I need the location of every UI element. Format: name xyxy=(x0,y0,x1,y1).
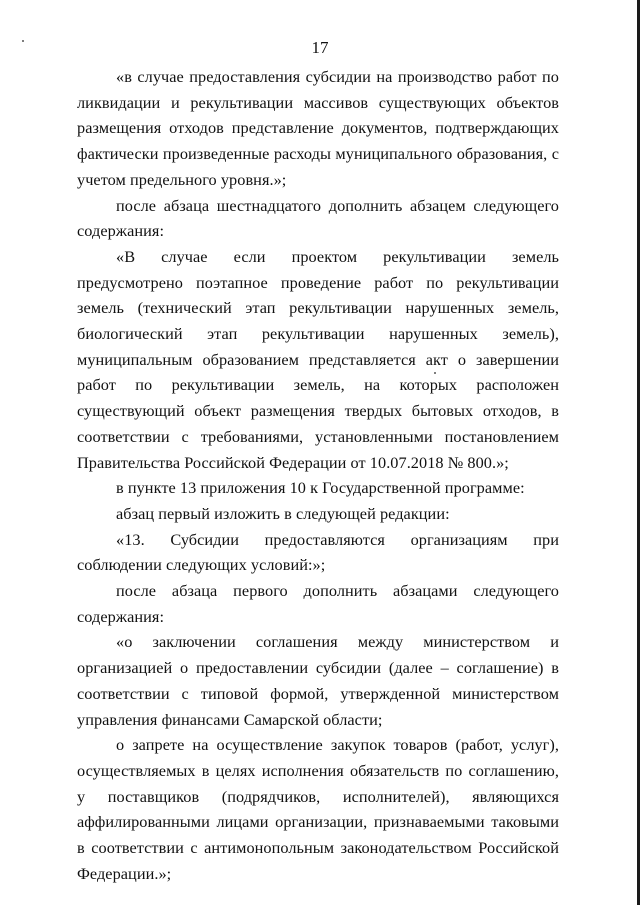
page-number: 17 xyxy=(311,38,329,57)
paragraph-procurement-ban: о запрете на осуществление закупок товаров (работ, услуг), осуществляемых в целях исполнения обязательств по соглашению, у поставщиков (подрядчиков, исполнителей), являющихся аффилированными лицами организации, признаваемыми таковыми в соответствии с антимонопольным законодательством Российской Федерации.»; xyxy=(77,735,559,883)
paragraph-subsidy-conditions: «13. Субсидии предоставляются организациям при соблюдении следующих условий:»; xyxy=(77,529,559,575)
paragraph-recultivation-stages: «В случае если проектом рекультивации земель предусмотрено поэтапное проведение работ по рекультивации земель (технический этап рекультивации нарушенных земель, биологический этап рекультивации нарушенных земель), муниципальным образованием представляется акт о завершении работ по рекультивации земель, на которых расположен существующий объект размещения твердых бытовых отходов, в соответствии с требованиями, установленными постановлением Правительства Российской Федерации от 10.07.2018 № 800.»; xyxy=(77,246,559,472)
paragraph-point-13: в пункте 13 приложения 10 к Государственной программе: xyxy=(116,478,525,498)
paragraph-agreement: «о заключении соглашения между министерством и организацией о предоставлении субсидии (далее – соглашение) в соответствии с типовой формой, утвержденной министерством управления финансами Самарской области; xyxy=(77,632,559,729)
document-body xyxy=(77,64,559,887)
paragraph-first-abzac: абзац первый изложить в следующей редакции: xyxy=(116,503,450,523)
paragraph-subsidy-documents: «в случае предоставления субсидии на производство работ по ликвидации и рекультивации массивов существующих объектов размещения отходов представление документов, подтверждающих фактически произведенные расходы муниципального образования, с учетом предельного уровня.»; xyxy=(77,67,559,189)
paragraph-add-abzacs: после абзаца первого дополнить абзацами следующего содержания: xyxy=(77,581,559,626)
paragraph-after-sixteenth: после абзаца шестнадцатого дополнить абзацем следующего содержания: xyxy=(77,195,559,241)
